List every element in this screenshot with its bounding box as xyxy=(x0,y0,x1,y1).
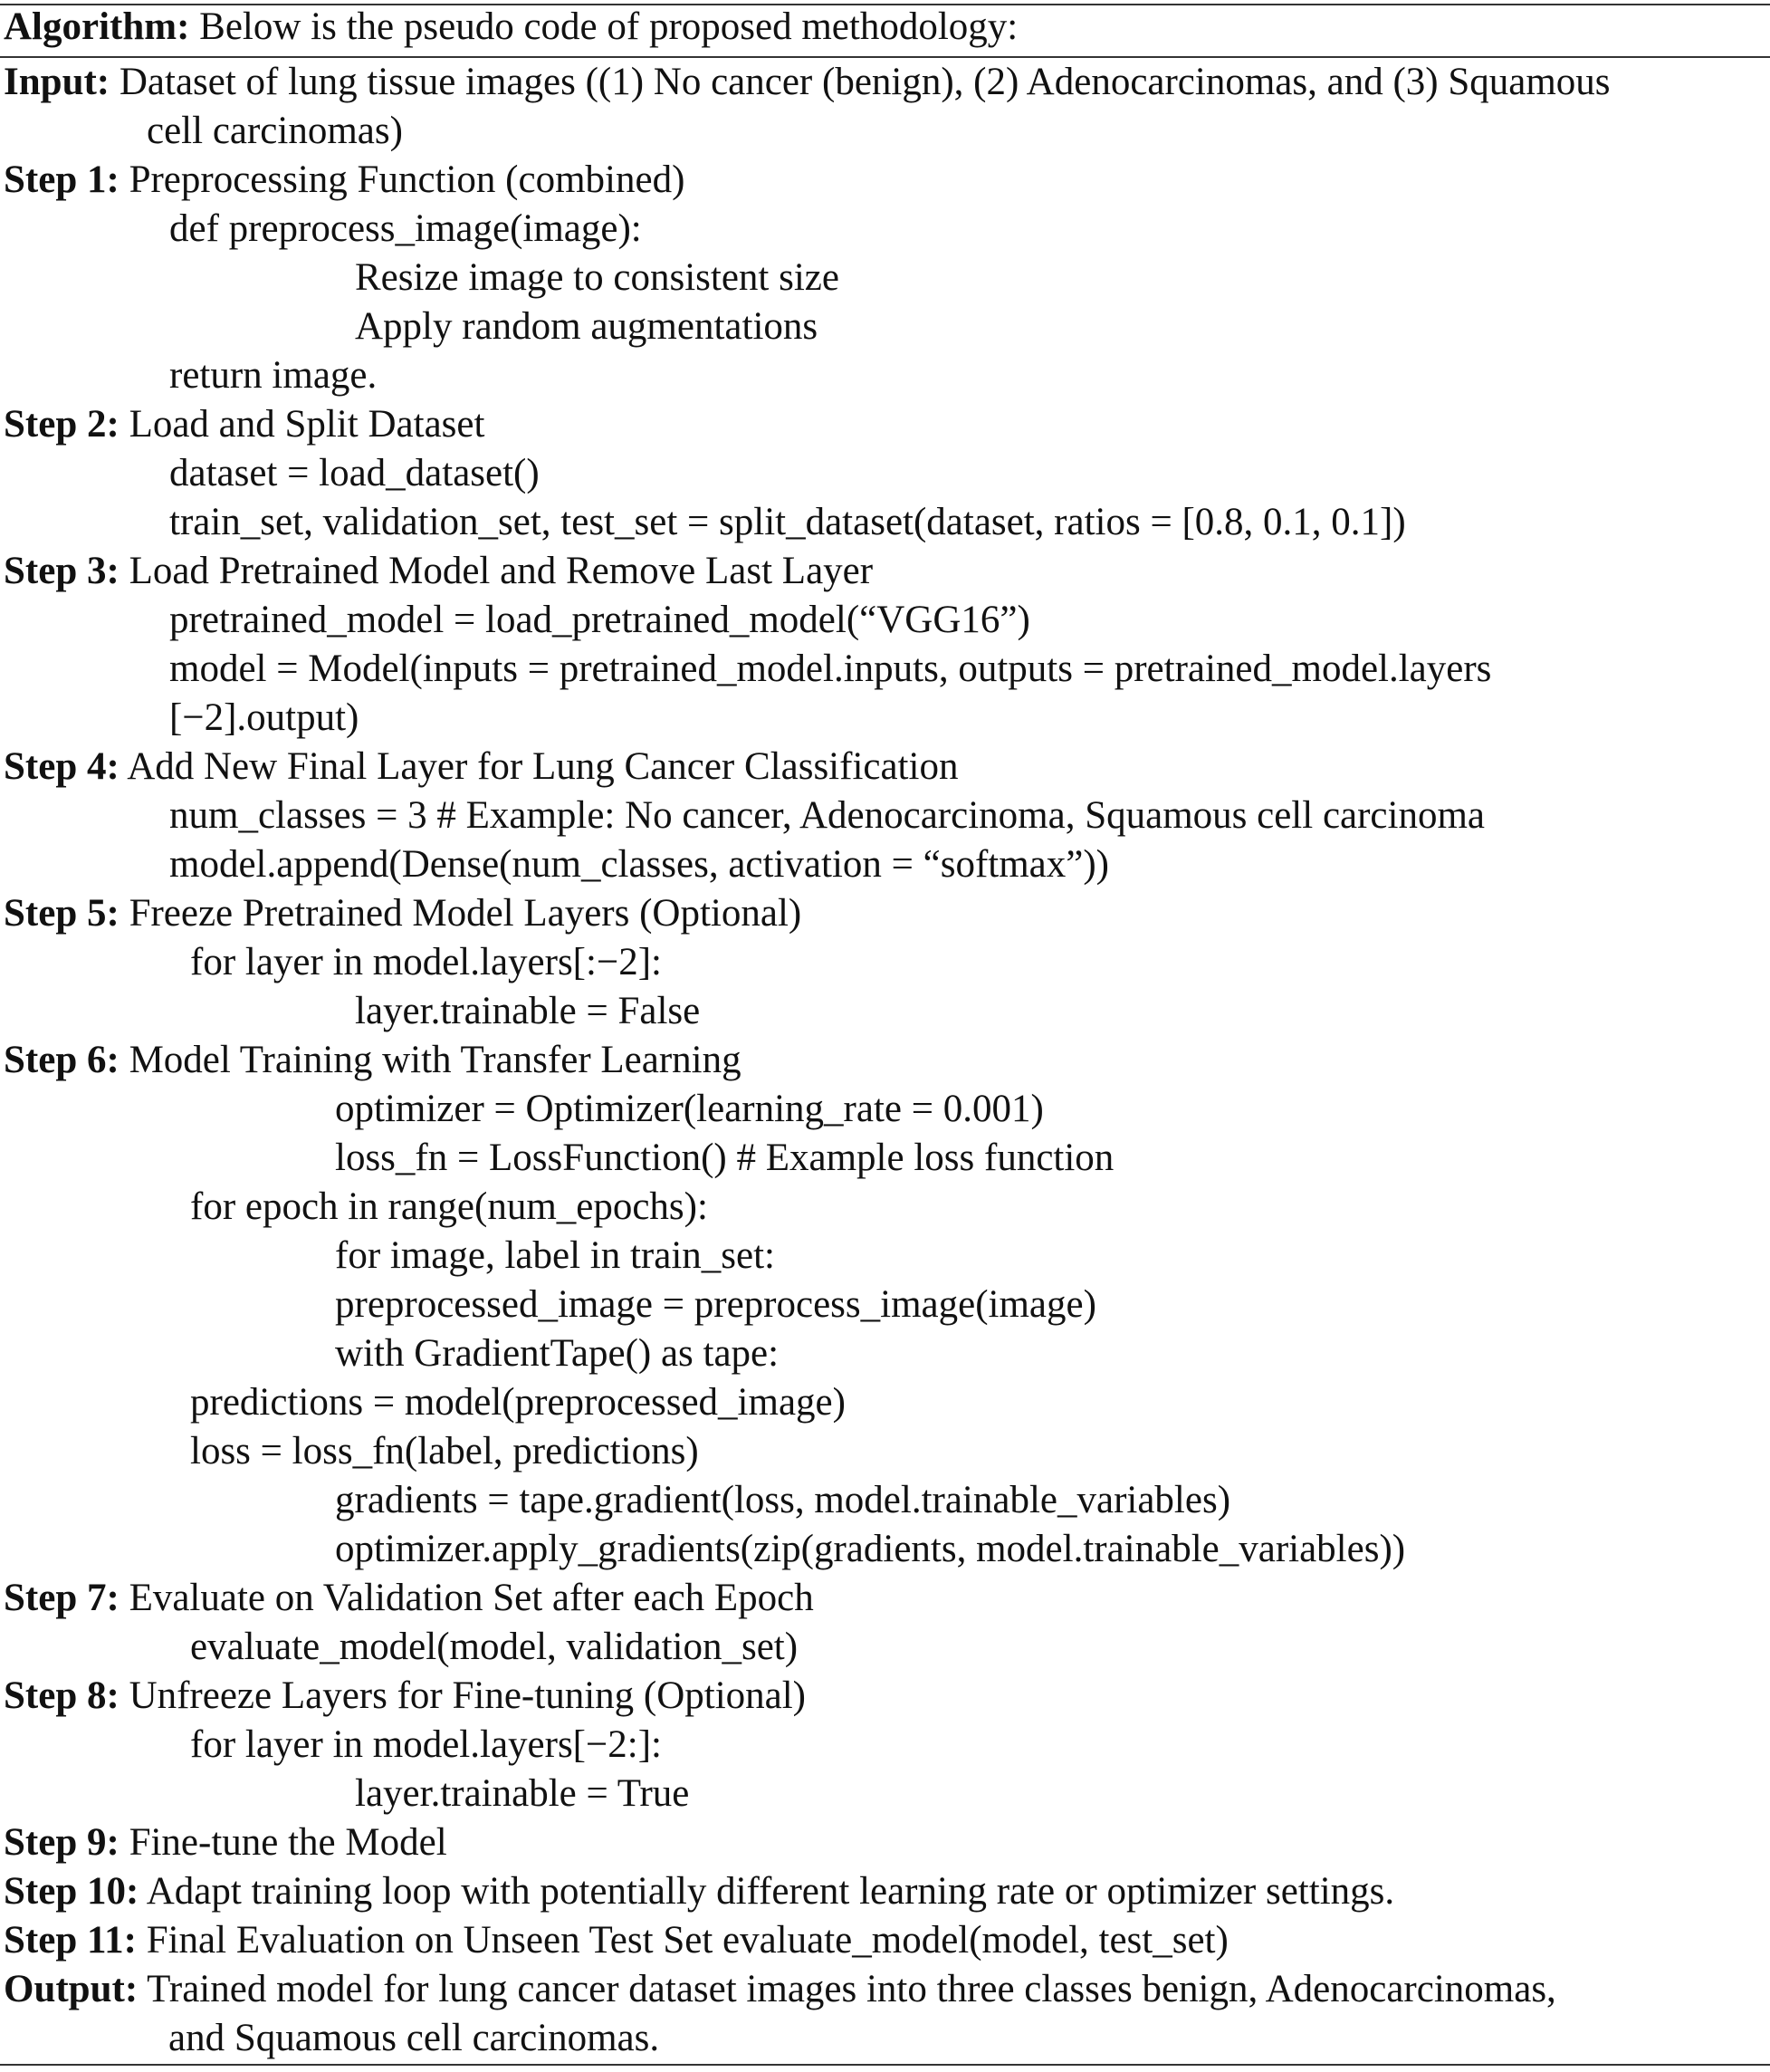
step-title: Add New Final Layer for Lung Cancer Classification xyxy=(119,745,959,788)
code-line: Apply random augmentations xyxy=(355,305,818,348)
code-line: model = Model(inputs = pretrained_model.inputs, outputs = pretrained_model.layers xyxy=(169,648,1492,690)
step-title: Unfreeze Layers for Fine-tuning (Optional) xyxy=(119,1674,807,1717)
input-line xyxy=(0,58,1611,107)
step-label: Step 4: xyxy=(4,745,120,788)
step-title: Adapt training loop with potentially different learning rate or optimizer settings. xyxy=(139,1870,1395,1913)
input-text: Dataset of lung tissue images ((1) No cancer (benign), (2) Adenocarcinomas, and (3) Squamous xyxy=(110,61,1611,103)
step-label: Step 9: xyxy=(4,1821,120,1864)
step-10-heading xyxy=(0,1867,1394,1916)
algorithm-header-text: Below is the pseudo code of proposed methodology: xyxy=(189,5,1019,48)
code-line: num_classes = 3 # Example: No cancer, Adenocarcinoma, Squamous cell carcinoma xyxy=(169,794,1485,837)
code-line: evaluate_model(model, validation_set) xyxy=(190,1626,799,1668)
output-text: Trained model for lung cancer dataset images into three classes benign, Adenocarcinomas, xyxy=(138,1968,1556,2010)
input-text-continued: cell carcinomas) xyxy=(147,110,403,152)
step-4-heading xyxy=(0,743,958,791)
code-line: pretrained_model = load_pretrained_model(“VGG16”) xyxy=(169,599,1030,641)
algorithm-header xyxy=(0,3,1018,52)
code-line: for layer in model.layers[:−2]: xyxy=(190,941,662,983)
code-line: [−2].output) xyxy=(169,696,359,739)
step-8-heading xyxy=(0,1672,806,1721)
code-line: predictions = model(preprocessed_image) xyxy=(190,1381,846,1424)
step-5-heading xyxy=(0,889,801,938)
step-label: Step 10: xyxy=(4,1870,139,1913)
code-line: preprocessed_image = preprocess_image(image) xyxy=(335,1283,1096,1326)
code-line: optimizer = Optimizer(learning_rate = 0.001) xyxy=(335,1088,1044,1130)
step-7-heading xyxy=(0,1574,814,1623)
code-line: loss = loss_fn(label, predictions) xyxy=(190,1430,699,1472)
step-label: Step 7: xyxy=(4,1577,120,1619)
input-label: Input: xyxy=(4,61,110,103)
code-line: gradients = tape.gradient(loss, model.trainable_variables) xyxy=(335,1479,1231,1521)
step-3-heading xyxy=(0,547,873,596)
code-line: loss_fn = LossFunction() # Example loss function xyxy=(335,1137,1115,1179)
step-title: Fine-tune the Model xyxy=(119,1821,447,1864)
step-title: Preprocessing Function (combined) xyxy=(119,158,685,201)
code-line: Resize image to consistent size xyxy=(355,256,839,299)
step-6-heading xyxy=(0,1036,741,1085)
code-line: with GradientTape() as tape: xyxy=(335,1332,780,1375)
code-line: layer.trainable = True xyxy=(355,1772,690,1815)
code-line: model.append(Dense(num_classes, activation = “softmax”)) xyxy=(169,843,1109,886)
code-line: return image. xyxy=(169,354,378,397)
step-label: Step 1: xyxy=(4,158,120,201)
code-line: for epoch in range(num_epochs): xyxy=(190,1185,708,1228)
step-label: Step 5: xyxy=(4,892,120,935)
bottom-rule xyxy=(0,2064,1770,2066)
step-title: Freeze Pretrained Model Layers (Optional) xyxy=(119,892,802,935)
step-11-heading xyxy=(0,1916,1229,1965)
step-label: Step 6: xyxy=(4,1039,120,1081)
step-title: Evaluate on Validation Set after each Epoch xyxy=(119,1577,814,1619)
output-text-continued: and Squamous cell carcinomas. xyxy=(168,2017,660,2059)
step-title: Load Pretrained Model and Remove Last Layer xyxy=(119,550,874,592)
step-label: Step 3: xyxy=(4,550,120,592)
code-line: optimizer.apply_gradients(zip(gradients, model.trainable_variables)) xyxy=(335,1528,1406,1570)
code-line: def preprocess_image(image): xyxy=(169,207,642,250)
code-line: layer.trainable = False xyxy=(355,990,701,1032)
code-line: for image, label in train_set: xyxy=(335,1234,775,1277)
step-title: Load and Split Dataset xyxy=(119,403,485,446)
algorithm-label: Algorithm: xyxy=(4,5,190,48)
step-label: Step 2: xyxy=(4,403,120,446)
step-label: Step 11: xyxy=(4,1919,137,1962)
output-line xyxy=(0,1965,1556,2014)
step-9-heading xyxy=(0,1818,447,1867)
step-1-heading xyxy=(0,156,684,205)
code-line: train_set, validation_set, test_set = split_dataset(dataset, ratios = [0.8, 0.1, 0.1]) xyxy=(169,501,1406,543)
step-2-heading xyxy=(0,400,484,449)
step-label: Step 8: xyxy=(4,1674,120,1717)
output-label: Output: xyxy=(4,1968,139,2010)
step-title: Model Training with Transfer Learning xyxy=(119,1039,741,1081)
code-line: for layer in model.layers[−2:]: xyxy=(190,1723,662,1766)
step-title: Final Evaluation on Unseen Test Set evaluate_model(model, test_set) xyxy=(136,1919,1229,1962)
code-line: dataset = load_dataset() xyxy=(169,452,540,494)
